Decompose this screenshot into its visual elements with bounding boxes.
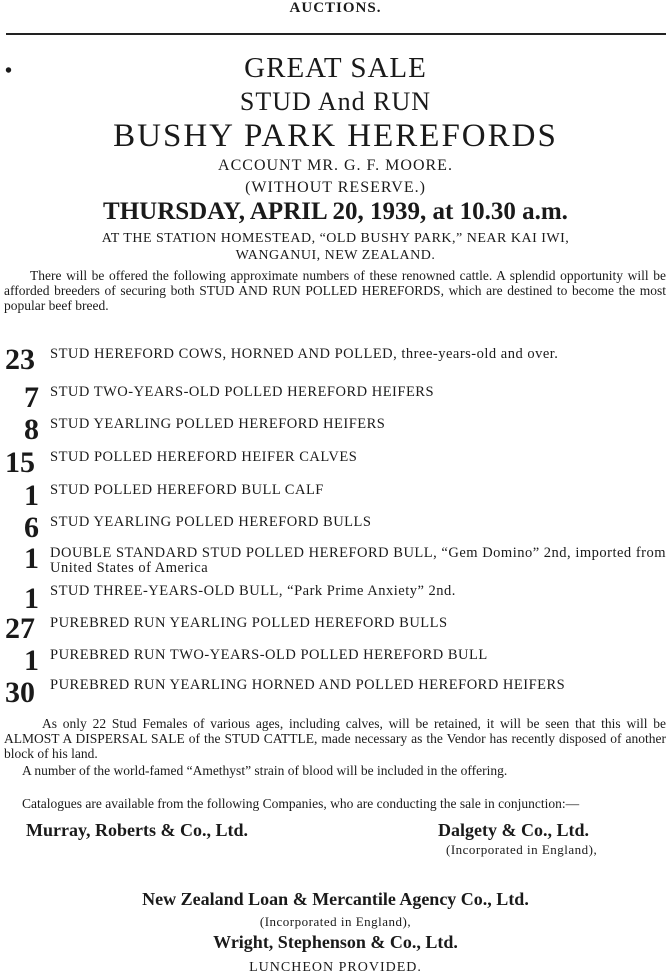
bullet-mark: • (5, 60, 13, 82)
company-wright-stephenson: Wright, Stephenson & Co., Ltd. (213, 932, 458, 952)
catalogues-note: Catalogues are available from the following Companies, who are conducting the sale in conjunction:— (22, 796, 580, 811)
lot-description: STUD YEARLING POLLED HEREFORD BULLS (50, 514, 372, 530)
lot-quantity: 27 (5, 612, 35, 645)
retained-note: As only 22 Stud Females of various ages, including calves, will be retained, it will be seen that this will be ALMOST A DISPERSAL SALE of the STUD CATTLE, made necessary as the Vendor has recently disposed of another block of his land. (4, 716, 666, 761)
sale-date: THURSDAY, APRIL 20, 1939, at 10.30 a.m. (103, 198, 568, 225)
lot-description: STUD HEREFORD COWS, HORNED AND POLLED, three-years-old and over. (50, 346, 559, 362)
lot-quantity: 8 (24, 413, 39, 446)
dalgety-incorporated-note: (Incorporated in England), (446, 842, 598, 857)
luncheon-note: LUNCHEON PROVIDED. (249, 960, 422, 975)
title-stud-and-run: STUD And RUN (239, 87, 432, 116)
lot-quantity: 30 (5, 676, 35, 709)
nz-loan-incorporated-note: (Incorporated in England), (259, 914, 412, 929)
lot-quantity: 15 (5, 446, 35, 479)
lot-quantity: 1 (24, 542, 39, 575)
lot-description: PUREBRED RUN TWO-YEARS-OLD POLLED HEREFORD BULL (50, 647, 488, 663)
title-great-sale: GREAT SALE (244, 52, 427, 84)
lot-description: STUD POLLED HEREFORD HEIFER CALVES (50, 449, 358, 465)
lot-description: STUD YEARLING POLLED HEREFORD HEIFERS (50, 416, 386, 432)
title-bushy-park: BUSHY PARK HEREFORDS (113, 118, 558, 154)
lot-quantity: 7 (24, 381, 39, 414)
lot-description: PUREBRED RUN YEARLING POLLED HEREFORD BULLS (50, 615, 448, 631)
lot-description: STUD TWO-YEARS-OLD POLLED HEREFORD HEIFERS (50, 384, 435, 400)
lot-quantity: 23 (5, 343, 35, 376)
lot-quantity: 6 (24, 511, 39, 544)
intro-paragraph: There will be offered the following approximate numbers of these renowned cattle. A splendid opportunity will be afforded breeders of securing both STUD AND RUN POLLED HEREFORDS, which are destined to become the most popular beef breed. (4, 268, 666, 313)
lot-quantity: 1 (24, 479, 39, 512)
company-dalgety: Dalgety & Co., Ltd. (438, 820, 589, 840)
company-murray-roberts: Murray, Roberts & Co., Ltd. (26, 820, 248, 840)
header-rule (6, 33, 666, 35)
location-line-1: AT THE STATION HOMESTEAD, “OLD BUSHY PARK,” NEAR KAI IWI, (101, 231, 570, 246)
lot-description: STUD THREE-YEARS-OLD BULL, “Park Prime Anxiety” 2nd. (50, 583, 456, 599)
lot-description: DOUBLE STANDARD STUD POLLED HEREFORD BULL, “Gem Domino” 2nd, imported from United States of America (50, 545, 666, 576)
lot-description: PUREBRED RUN YEARLING HORNED AND POLLED HEREFORD HEIFERS (50, 677, 566, 693)
section-header: AUCTIONS. (289, 0, 382, 16)
reserve-line: (WITHOUT RESERVE.) (245, 179, 426, 196)
account-line: ACCOUNT MR. G. F. MOORE. (218, 157, 453, 174)
company-nz-loan: New Zealand Loan & Mercantile Agency Co., Ltd. (142, 889, 529, 909)
amethyst-note: A number of the world-famed “Amethyst” strain of blood will be included in the offering. (22, 763, 508, 778)
location-line-2: WANGANUI, NEW ZEALAND. (235, 248, 436, 263)
lot-quantity: 1 (24, 644, 39, 677)
lot-description: STUD POLLED HEREFORD BULL CALF (50, 482, 324, 498)
lot-quantity: 1 (24, 582, 39, 615)
